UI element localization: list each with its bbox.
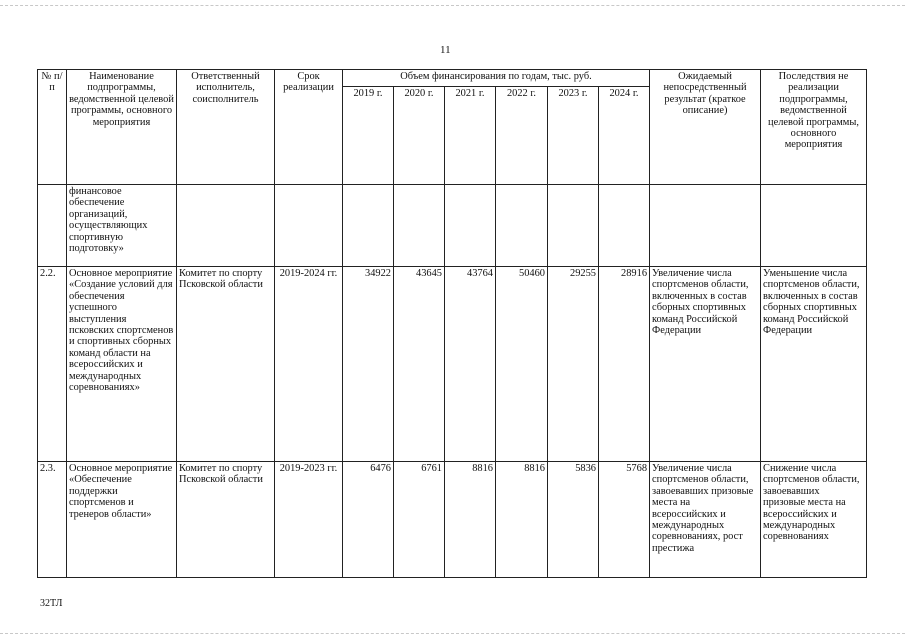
row-consequences (761, 185, 867, 267)
row-responsible (177, 185, 275, 267)
row-value-2022: 50460 (496, 267, 548, 462)
header-year-2021: 2021 г. (445, 87, 496, 185)
row-value-2019: 6476 (343, 462, 394, 578)
row-name: финансовое обеспечение организаций, осуществляющих спортивную подготовку» (67, 185, 177, 267)
row-consequences: Уменьшение числа спортсменов области, включенных в состав сборных спортивных команд Российской Федерации (761, 267, 867, 462)
row-value-2024 (599, 185, 650, 267)
header-consequences: Последствия не реализации подпрограммы, ведомственной целевой программы, основного мероприятия (761, 70, 867, 185)
row-value-2023: 29255 (548, 267, 599, 462)
row-value-2021: 8816 (445, 462, 496, 578)
scan-edge-bottom (0, 633, 905, 634)
row-responsible: Комитет по спорту Псковской области (177, 267, 275, 462)
row-value-2020: 43645 (394, 267, 445, 462)
table-row-continuation (38, 185, 867, 267)
row-num: 2.2. (38, 267, 67, 462)
scan-edge-top (0, 5, 905, 6)
row-name: Основное мероприятие «Создание условий для обеспечения успешного выступления псковских спортсменов и спортивных сборных команд области на всероссийских и международных соревнованиях» (67, 267, 177, 462)
row-result: Увеличение числа спортсменов области, включенных в состав сборных спортивных команд Российской Федерации (650, 267, 761, 462)
row-num: 2.3. (38, 462, 67, 578)
row-responsible: Комитет по спорту Псковской области (177, 462, 275, 578)
row-num (38, 185, 67, 267)
header-period: Срок реализации (275, 70, 343, 185)
row-period: 2019-2024 гг. (275, 267, 343, 462)
funding-table (37, 69, 867, 578)
header-year-2023: 2023 г. (548, 87, 599, 185)
row-result (650, 185, 761, 267)
row-period: 2019-2023 гг. (275, 462, 343, 578)
row-value-2024: 5768 (599, 462, 650, 578)
header-year-2019: 2019 г. (343, 87, 394, 185)
header-year-2024: 2024 г. (599, 87, 650, 185)
page-number: 11 (440, 44, 451, 56)
table-row-2-2 (38, 267, 867, 462)
row-period (275, 185, 343, 267)
row-value-2023: 5836 (548, 462, 599, 578)
row-value-2020: 6761 (394, 462, 445, 578)
header-year-2020: 2020 г. (394, 87, 445, 185)
header-num: № п/п (38, 70, 67, 185)
header-responsible: Ответственный исполнитель, соисполнитель (177, 70, 275, 185)
table-row-2-3 (38, 462, 867, 578)
row-value-2024: 28916 (599, 267, 650, 462)
row-value-2022: 8816 (496, 462, 548, 578)
row-consequences: Снижение числа спортсменов области, завоевавших призовые места на всероссийских и международных соревнованиях (761, 462, 867, 578)
header-funding: Объем финансирования по годам, тыс. руб. (343, 70, 650, 87)
row-value-2019: 34922 (343, 267, 394, 462)
row-value-2021 (445, 185, 496, 267)
row-result: Увеличение числа спортсменов области, завоевавших призовые места на всероссийских и международных соревнованиях, рост престижа (650, 462, 761, 578)
row-value-2021: 43764 (445, 267, 496, 462)
header-year-2022: 2022 г. (496, 87, 548, 185)
row-value-2020 (394, 185, 445, 267)
row-value-2019 (343, 185, 394, 267)
row-value-2022 (496, 185, 548, 267)
header-name: Наименование подпрограммы, ведомственной целевой программы, основного мероприятия (67, 70, 177, 185)
row-value-2023 (548, 185, 599, 267)
row-name: Основное мероприятие «Обеспечение поддержки спортсменов и тренеров области» (67, 462, 177, 578)
header-result: Ожидаемый непосредственный результат (краткое описание) (650, 70, 761, 185)
footer-code: 32ТЛ (40, 598, 63, 609)
